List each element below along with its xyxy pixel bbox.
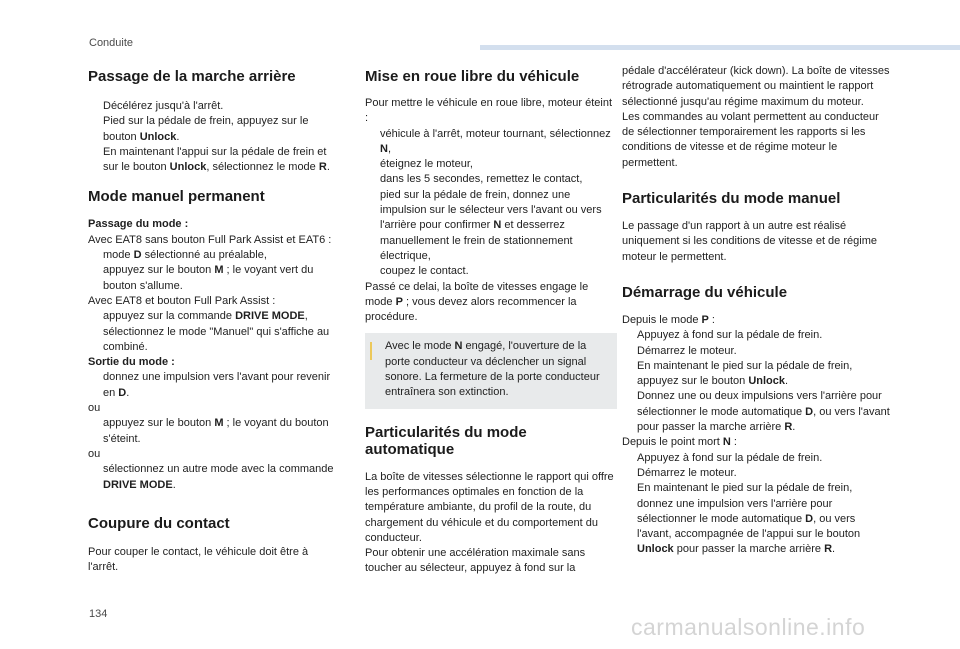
heading-particularites-manuel: Particularités du mode manuel bbox=[622, 190, 841, 208]
list-item: Démarrez le moteur. bbox=[637, 344, 737, 357]
list-item: appuyez sur la commande DRIVE MODE, bbox=[103, 310, 308, 323]
paragraph: ou bbox=[88, 402, 101, 415]
paragraph: Avec EAT8 et bouton Full Park Assist : bbox=[88, 294, 276, 307]
paragraph: pédale d'accélérateur (kick down). La boîte de vitesses rétrograde automatiquement ou maintient le rapport sélectionné jusqu'au régime maximum du moteur. bbox=[622, 65, 890, 108]
list-depuis-p bbox=[622, 328, 890, 435]
watermark-text: carmanualsonline.info bbox=[631, 614, 866, 640]
heading-demarrage: Démarrage du véhicule bbox=[622, 283, 788, 301]
list-item: donnez une impulsion vers l'avant pour revenir en D. bbox=[103, 371, 331, 399]
list-eat8-avec bbox=[88, 309, 340, 355]
list-eat8-sans bbox=[88, 248, 340, 294]
list-item: Pied sur la pédale de frein, appuyez sur le bouton Unlock. bbox=[103, 115, 309, 143]
info-marker-icon bbox=[370, 342, 372, 360]
page-number: 134 bbox=[89, 608, 108, 620]
list-depuis-n bbox=[622, 451, 890, 558]
paragraph: ou bbox=[88, 447, 101, 460]
info-note bbox=[365, 333, 617, 408]
list-sortie-3 bbox=[88, 462, 340, 493]
heading-mode-manuel: Mode manuel permanent bbox=[88, 188, 265, 206]
paragraph: Avec EAT8 sans bouton Full Park Assist et EAT6 : bbox=[88, 233, 332, 246]
list-item: dans les 5 secondes, remettez le contact, bbox=[380, 173, 583, 186]
paragraph: Pour mettre le véhicule en roue libre, moteur éteint : bbox=[365, 97, 613, 125]
heading-coupure: Coupure du contact bbox=[88, 514, 230, 532]
list-item: éteignez le moteur, bbox=[380, 158, 473, 171]
list-item: Démarrez le moteur. bbox=[637, 466, 737, 479]
note-text: Avec le mode N engagé, l'ouverture de la porte conducteur va déclencher un signal sonore. La fermeture de la porte conducteur entraînera son extinction. bbox=[385, 340, 600, 399]
heading-roue-libre: Mise en roue libre du véhicule bbox=[365, 68, 580, 85]
list-item: mode D sélectionné au préalable, bbox=[103, 249, 267, 262]
list-marche-arriere bbox=[88, 99, 340, 175]
heading-mode-automatique: Particularités du mode automatique bbox=[365, 423, 527, 458]
list-item: coupez le contact. bbox=[380, 265, 469, 278]
list-item: appuyez sur le bouton M ; le voyant du bouton s'éteint. bbox=[103, 417, 329, 445]
list-item: véhicule à l'arrêt, moteur tournant, sélectionnez N, bbox=[380, 127, 611, 155]
list-roue-libre bbox=[365, 127, 617, 280]
heading-marche-arriere: Passage de la marche arrière bbox=[88, 68, 296, 85]
paragraph: Depuis le mode P : bbox=[622, 313, 715, 326]
column-left bbox=[88, 64, 340, 575]
column-right bbox=[622, 64, 890, 558]
list-item: Donnez une ou deux impulsions vers l'arrière pour sélectionner le mode automatique D, ou vers l'avant pour passer la marche arrière R. bbox=[637, 390, 890, 434]
list-item: sélectionnez un autre mode avec la commande DRIVE MODE. bbox=[103, 463, 334, 491]
list-item: sélectionnez le mode "Manuel" qui s'affiche au combiné. bbox=[103, 325, 330, 353]
list-sortie-1 bbox=[88, 370, 340, 401]
section-header: Conduite bbox=[89, 37, 134, 49]
paragraph: La boîte de vitesses sélectionne le rapport qui offre les performances optimales en fonction de la température ambiante, du profil de la route, du chargement du véhicule et du comportement du conducteur. bbox=[365, 470, 614, 544]
list-item: Décélérez jusqu'à l'arrêt. bbox=[103, 100, 224, 112]
list-item: Appuyez à fond sur la pédale de frein. bbox=[637, 329, 823, 342]
list-item: En maintenant le pied sur la pédale de frein, appuyez sur le bouton Unlock. bbox=[637, 359, 853, 388]
paragraph: Le passage d'un rapport à un autre est réalisé uniquement si les conditions de vitesse et de régime moteur le permettent. bbox=[622, 220, 877, 263]
subheading-passage: Passage du mode : bbox=[88, 218, 189, 231]
header-accent-bar bbox=[480, 45, 960, 50]
column-middle bbox=[365, 64, 617, 577]
list-item: appuyez sur le bouton M ; le voyant vert du bouton s'allume. bbox=[103, 264, 314, 292]
list-item: Appuyez à fond sur la pédale de frein. bbox=[637, 451, 823, 464]
paragraph: Les commandes au volant permettent au conducteur de sélectionner temporairement les rapports si les conditions de vitesse et de régime moteur le permettent. bbox=[622, 110, 879, 169]
paragraph: Passé ce delai, la boîte de vitesses engage le mode P ; vous devez alors recommencer la procédure. bbox=[365, 280, 589, 324]
list-item: En maintenant le pied sur la pédale de frein, donnez une impulsion vers l'arrière pour sélectionner le mode automatique D, ou vers l'avant, accompagnée de l'appui sur le bouton Unlock pour passer la marche arrière R. bbox=[637, 482, 861, 556]
paragraph: Depuis le point mort N : bbox=[622, 436, 737, 449]
paragraph: Pour obtenir une accélération maximale sans toucher au sélecteur, appuyez à fond sur la bbox=[365, 547, 586, 575]
subheading-sortie: Sortie du mode : bbox=[88, 356, 175, 369]
paragraph: Pour couper le contact, le véhicule doit être à l'arrêt. bbox=[88, 545, 309, 574]
list-sortie-2 bbox=[88, 416, 340, 447]
list-item: En maintenant l'appui sur la pédale de frein et sur le bouton Unlock, sélectionnez le mode R. bbox=[103, 145, 330, 174]
list-item: pied sur la pédale de frein, donnez une impulsion sur le sélecteur vers l'avant ou vers l'arrière pour confirmer N et desserrez manuellement le frein de stationnement électrique, bbox=[380, 188, 602, 262]
